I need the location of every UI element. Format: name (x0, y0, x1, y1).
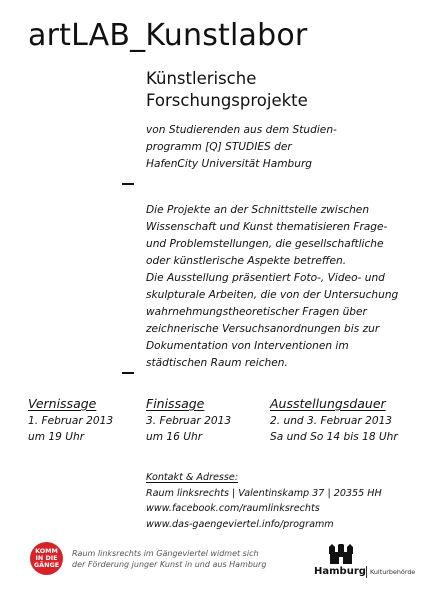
subtitle-line: Forschungsprojekte (146, 91, 308, 110)
origin-text (146, 122, 337, 173)
badge-line: IN DIE (35, 554, 58, 563)
footer-line: Raum linksrechts im Gängeviertel widmet sich (72, 549, 259, 558)
website-link[interactable]: www.das-gaengeviertel.info/programm (146, 518, 334, 530)
finissage-date: 3. Februar 2013 (146, 415, 232, 427)
description-line: zeichnerische Versuchsanordnungen bis zur (146, 323, 380, 335)
footer-text (72, 548, 266, 570)
finissage-heading: Finissage (146, 396, 205, 411)
contact-address: Raum linksrechts | Valentinskamp 37 | 20355 HH (146, 487, 382, 499)
divider-dash (122, 372, 134, 374)
subtitle (146, 68, 308, 112)
logo-divider (366, 566, 367, 578)
castle-icon (328, 544, 354, 564)
kulturbehoerde-label: Kulturbehörde (370, 568, 416, 576)
vernissage-time: um 19 Uhr (28, 431, 85, 443)
duration-heading: Ausstellungsdauer (270, 396, 386, 411)
hamburg-wordmark: Hamburg (314, 566, 366, 577)
footer-line: der Förderung junger Kunst in und aus Hamburg (72, 560, 267, 569)
description-line: Wissenschaft und Kunst thematisieren Frage- (146, 221, 388, 233)
vernissage-heading: Vernissage (28, 396, 97, 411)
hamburg-kulturbehoerde-logo (304, 544, 414, 580)
description-line: oder künstlerische Aspekte betreffen. (146, 255, 347, 267)
description-line: Die Projekte an der Schnittstelle zwischen (146, 204, 370, 216)
badge-line: GÄNGE (33, 560, 60, 569)
duration-dates: 2. und 3. Februar 2013 (270, 415, 393, 427)
finissage-info (146, 396, 231, 445)
description-line: und Problemstellungen, die gesellschaftliche (146, 238, 384, 250)
duration-hours: Sa und So 14 bis 18 Uhr (270, 431, 398, 443)
origin-line: programm [Q] STUDIES der (146, 141, 292, 153)
finissage-time: um 16 Uhr (146, 431, 203, 443)
contact-block (146, 470, 382, 532)
description-line: Die Ausstellung präsentiert Foto-, Video- und (146, 272, 385, 284)
vernissage-date: 1. Februar 2013 (28, 415, 114, 427)
description-line: skulpturale Arbeiten, die von der Untersuchung (146, 289, 399, 301)
description-line: Dokumentation von Interventionen im (146, 340, 349, 352)
contact-heading: Kontakt & Adresse: (146, 472, 239, 483)
origin-line: von Studierenden aus dem Studien- (146, 124, 337, 136)
badge-line: KOMM (35, 547, 58, 556)
duration-info (270, 396, 398, 445)
description-line: wahrnehmungstheoretischer Fragen über (146, 306, 367, 318)
komm-in-die-gaenge-badge (30, 542, 63, 575)
description-line: städtischen Raum reichen. (146, 357, 288, 369)
page-title: artLAB_Kunstlabor (28, 18, 308, 53)
facebook-link[interactable]: www.facebook.com/raumlinksrechts (146, 503, 320, 514)
subtitle-line: Künstlerische (146, 69, 257, 88)
divider-dash (122, 183, 134, 185)
vernissage-info (28, 396, 113, 445)
description-text (146, 202, 398, 372)
origin-line: HafenCity Universität Hamburg (146, 158, 313, 170)
